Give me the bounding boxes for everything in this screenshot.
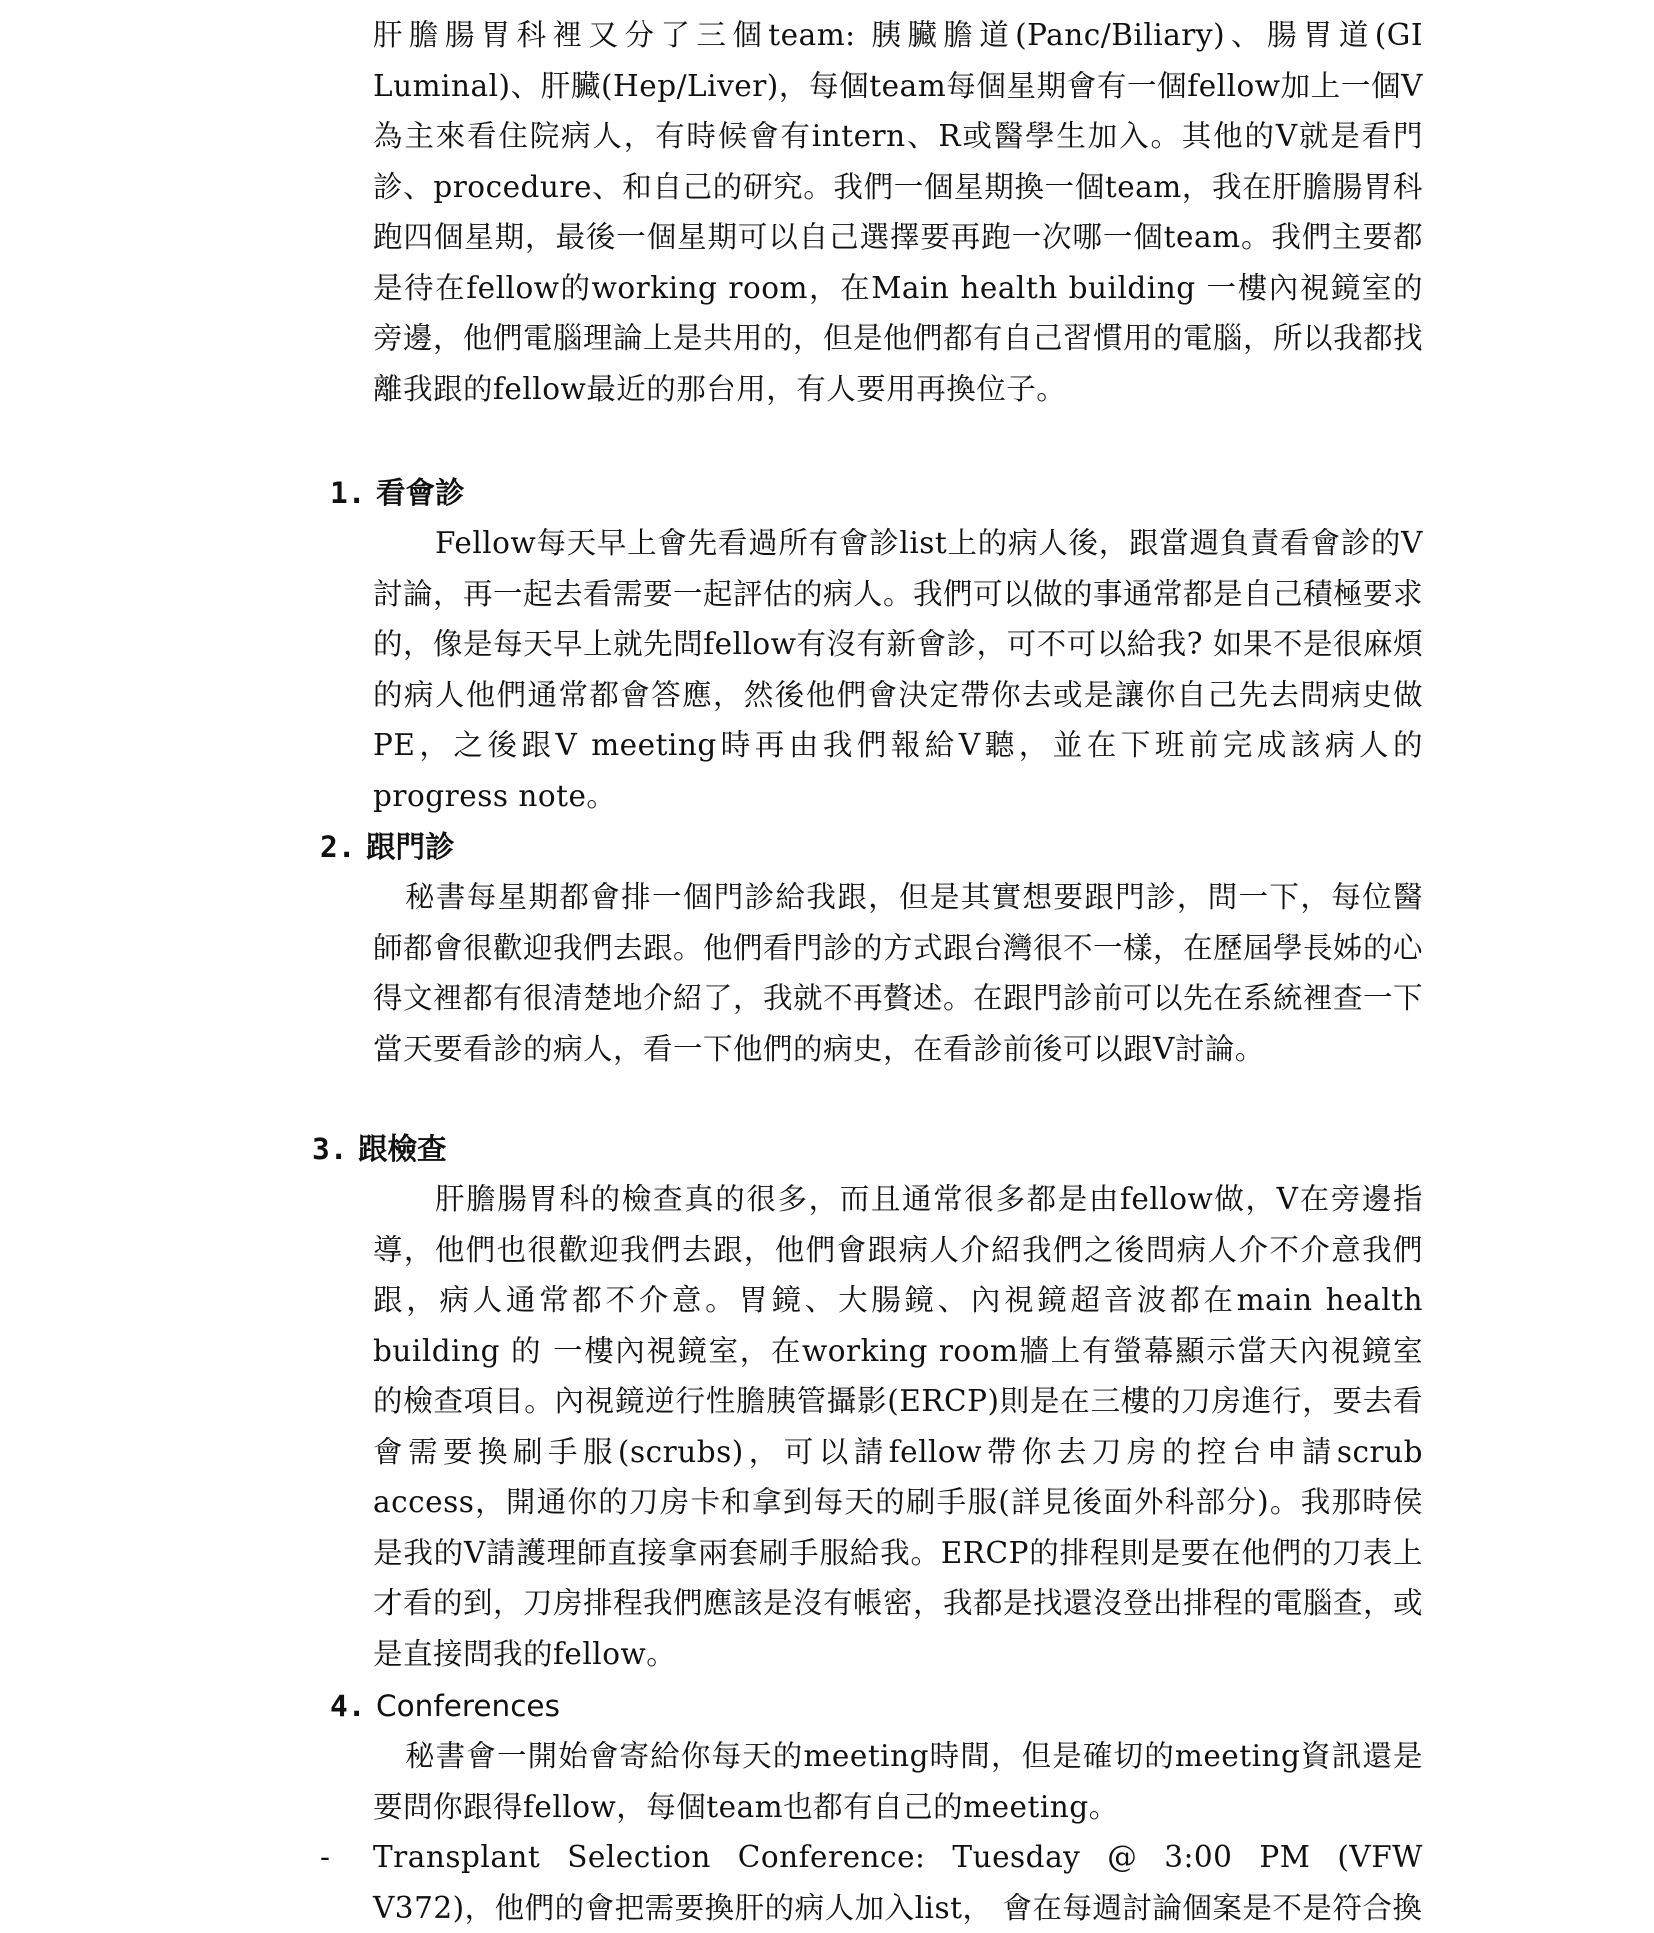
section-title: 看會診 (376, 476, 465, 510)
section-heading-3 (312, 1124, 447, 1175)
section-title: 跟檢查 (358, 1132, 447, 1166)
section-heading-4 (330, 1681, 560, 1732)
section-1-body (373, 518, 1423, 821)
bullet-text: Transplant Selection Conference: Tuesday @ 3:00 PM (VFW V372)，他們的會把需要換肝的病人加入list， 會在每週討論個案是不是符合換 (373, 1840, 1423, 1925)
section-4-body (373, 1731, 1423, 1832)
section-paragraph: 秘書每星期都會排一個門診給我跟，但是其實想要跟門診，問一下，每位醫師都會很歡迎我們去跟。他們看門診的方式跟台灣很不一樣，在歷屆學長姊的心得文裡都有很清楚地介紹了，我就不再贅述。在跟門診前可以先在系統裡查一下當天要看診的病人，看一下他們的病史，在看診前後可以跟V討論。 (373, 880, 1424, 1066)
section-heading-1 (330, 468, 465, 519)
intro-paragraph: 肝膽腸胃科裡又分了三個team: 胰臟膽道(Panc/Biliary)、腸胃道(GI Luminal)、肝臟(Hep/Liver)，每個team每個星期會有一個fellow加上一個V為主來看住院病人，有時候會有intern、R或醫學生加入。其他的V就是看門診、procedure、和自己的研究。我們一個星期換一個team，我在肝膽腸胃科跑四個星期，最後一個星期可以自己選擇要再跑一次哪一個team。我們主要都是待在fellow的working room，在Main health building 一樓內視鏡室的旁邊，他們電腦理論上是共用的，但是他們都有自己習慣用的電腦，所以我都找離我跟的fellow最近的那台用，有人要用再換位子。 (373, 18, 1424, 406)
section-number: 3. (312, 1132, 348, 1166)
bullet-item (373, 1832, 1423, 1933)
section-paragraph: 秘書會一開始會寄給你每天的meeting時間，但是確切的meeting資訊還是要問你跟得fellow，每個team也都有自己的meeting。 (373, 1739, 1423, 1824)
section-3-body (373, 1174, 1423, 1679)
section-number: 1. (330, 476, 366, 510)
section-2-body (373, 872, 1423, 1074)
section-number: 4. (330, 1689, 366, 1723)
section-paragraph: Fellow每天早上會先看過所有會診list上的病人後，跟當週負責看會診的V討論，再一起去看需要一起評估的病人。我們可以做的事通常都是自己積極要求的，像是每天早上就先問fellow有沒有新會診，可不可以給我? 如果不是很麻煩的病人他們通常都會答應，然後他們會決定帶你去或是讓你自己先去問病史做PE，之後跟V meeting時再由我們報給V聽，並在下班前完成該病人的progress note。 (373, 526, 1424, 813)
section-number: 2. (320, 830, 356, 864)
bullet-marker: - (320, 1840, 330, 1874)
section-paragraph: 肝膽腸胃科的檢查真的很多，而且通常很多都是由fellow做，V在旁邊指導，他們也很歡迎我們去跟，他們會跟病人介紹我們之後問病人介不介意我們跟，病人通常都不介意。胃鏡、大腸鏡、內視鏡超音波都在main health building 的 一樓內視鏡室，在working room牆上有螢幕顯示當天內視鏡室的檢查項目。內視鏡逆行性膽胰管攝影(ERCP)則是在三樓的刀房進行，要去看會需要換刷手服(scrubs)，可以請fellow帶你去刀房的控台申請scrub access，開通你的刀房卡和拿到每天的刷手服(詳見後面外科部分)。我那時侯是我的V請護理師直接拿兩套刷手服給我。ERCP的排程則是要在他們的刀表上才看的到，刀房排程我們應該是沒有帳密，我都是找還沒登出排程的電腦查，或是直接問我的fellow。 (373, 1182, 1424, 1671)
section-title: Conferences (376, 1689, 560, 1723)
section-heading-2 (320, 822, 455, 873)
section-title: 跟門診 (366, 830, 455, 864)
intro-paragraph-block (373, 10, 1423, 414)
